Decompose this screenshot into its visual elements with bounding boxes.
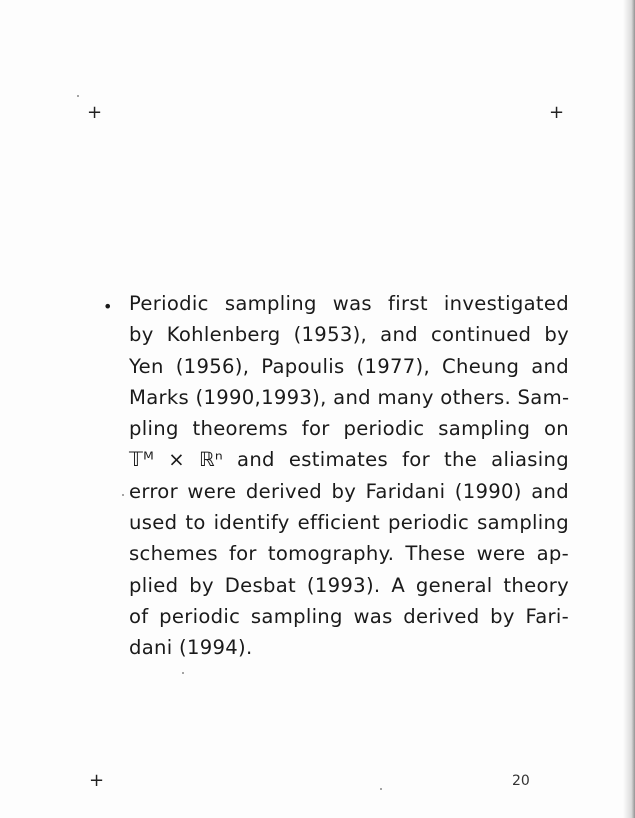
scan-speck (182, 672, 184, 674)
text-line: plied by Desbat (1993). A general theory (129, 573, 569, 597)
scan-speck (77, 95, 79, 97)
bullet-point: • (103, 297, 113, 316)
registration-mark-top-right: + (549, 102, 565, 123)
text-line: schemes for tomography. These were ap- (129, 542, 569, 566)
scan-speck (122, 494, 124, 496)
page-number: 20 (512, 773, 530, 789)
bullet-text (129, 288, 569, 664)
scan-speck (380, 788, 382, 790)
text-line: error were derived by Faridani (1990) and (129, 479, 569, 503)
text-line: Yen (1956), Papoulis (1977), Cheung and (129, 354, 569, 378)
registration-mark-top-left: + (87, 102, 103, 123)
text-line: Marks (1990,1993), and many others. Sam- (129, 385, 570, 409)
page-edge-shadow (623, 0, 635, 818)
registration-mark-bottom-left: + (89, 770, 105, 791)
text-line: Periodic sampling was first investigated (129, 292, 569, 315)
text-line: pling theorems for periodic sampling on (129, 417, 569, 441)
text-line-math: 𝕋ᴹ × ℝⁿ and estimates for the aliasing (129, 448, 569, 472)
text-line: by Kohlenberg (1953), and continued by (129, 323, 569, 347)
text-line: used to identify efficient periodic sampling (129, 511, 569, 535)
text-line-last: dani (1994). (129, 636, 253, 660)
text-line: of periodic sampling was derived by Fari- (129, 604, 569, 628)
